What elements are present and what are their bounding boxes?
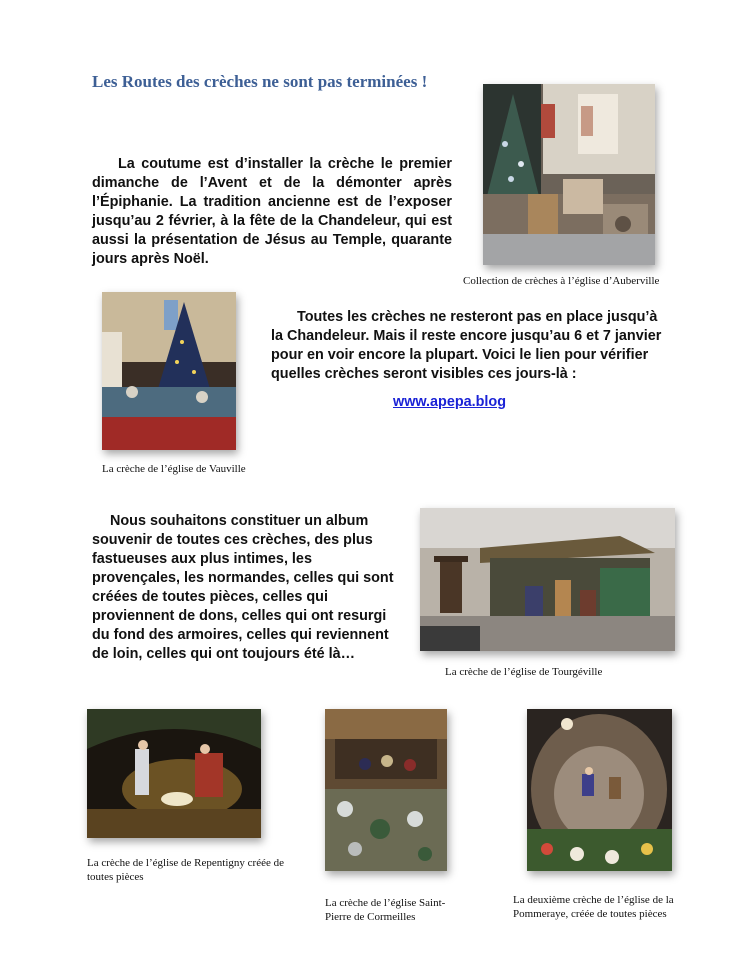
photo-repentigny bbox=[87, 709, 261, 838]
page-title: Les Routes des crèches ne sont pas terminées ! bbox=[92, 72, 428, 91]
photo-tourgeville bbox=[420, 508, 675, 651]
caption-repentigny: La crèche de l’église de Repentigny créée de toutes pièces bbox=[87, 857, 284, 883]
photo-vauville bbox=[102, 292, 236, 450]
photo-pommeraye bbox=[527, 709, 672, 871]
photo-auberville bbox=[483, 84, 655, 265]
info-paragraph: Toutes les crèches ne resteront pas en place jusqu’à la Chandeleur. Mais il reste encore jusqu’au 6 et 7 janvier pour en voir encore la plupart. Voici le lien pour vérifier quelles crèches seront visibles ces jours-là : bbox=[271, 309, 662, 382]
photo-cormeilles bbox=[325, 709, 447, 871]
album-paragraph: Nous souhaitons constituer un album souvenir de toutes ces crèches, des plus fastueuses aux plus intimes, les provençales, les normandes, celles qui sont créées de toutes pièces, celles qui proviennent de dons, celles qui ont resurgi du fond des armoires, celles qui reviennent de loin, celles qui ont toujours été là… bbox=[92, 513, 394, 662]
caption-cormeilles: La crèche de l’église Saint-Pierre de Cormeilles bbox=[325, 897, 446, 923]
caption-vauville: La crèche de l’église de Vauville bbox=[102, 463, 246, 475]
intro-paragraph: La coutume est d’installer la crèche le premier dimanche de l’Avent et de la démonter après l’Épiphanie. La tradition ancienne est de l’exposer jusqu’au 2 février, à la fête de la Chandeleur, qui est aussi la présentation de Jésus au Temple, quarante jours après Noël. bbox=[92, 156, 452, 267]
caption-tourgeville: La crèche de l’église de Tourgéville bbox=[445, 666, 603, 678]
apepa-blog-link[interactable]: www.apepa.blog bbox=[393, 394, 507, 410]
caption-auberville: Collection de crèches à l’église d’Auberville bbox=[463, 275, 660, 287]
caption-pommeraye: La deuxième crèche de l’église de la Pommeraye, créée de toutes pièces bbox=[513, 894, 674, 920]
